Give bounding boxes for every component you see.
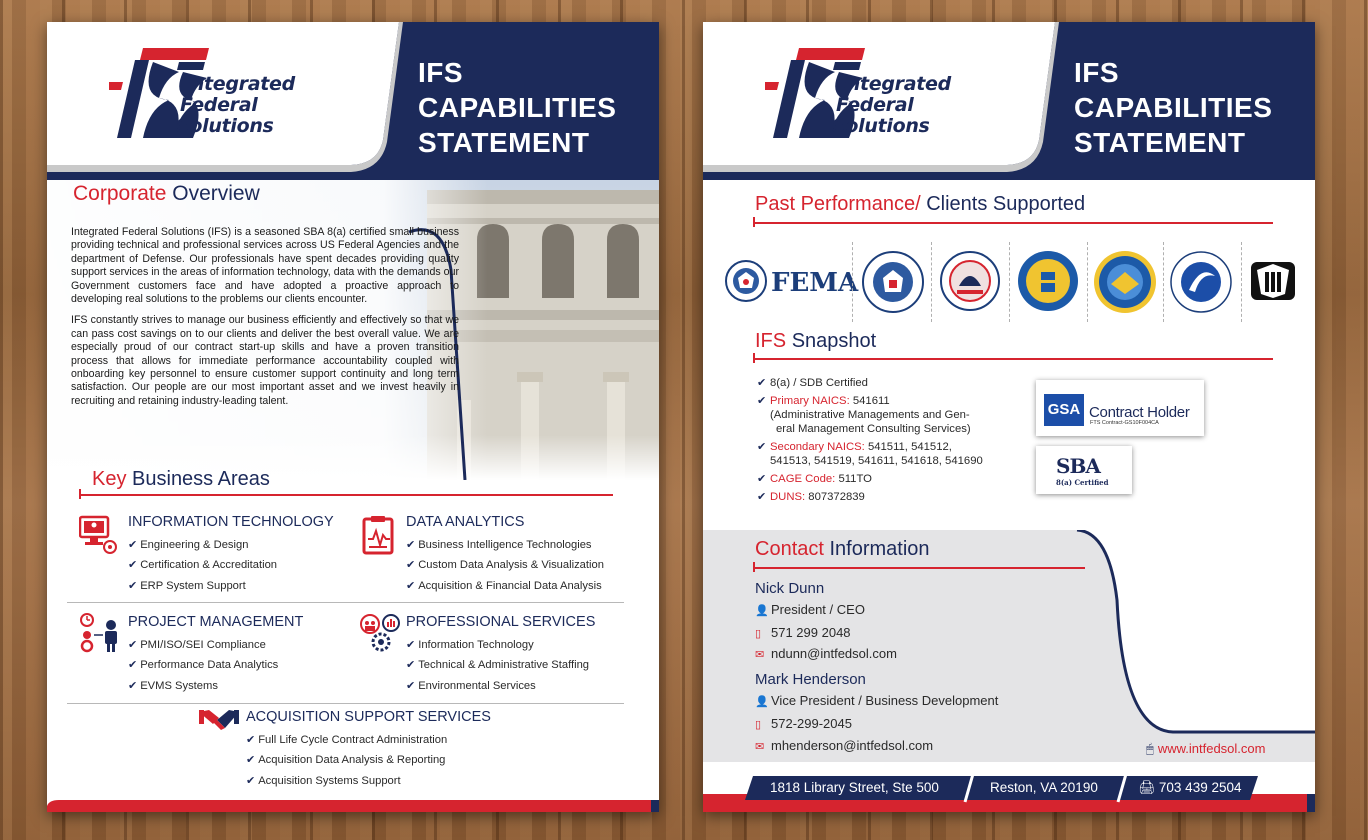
overview-paragraph-2: IFS constantly strives to manage our business efficiently and effectively so that we can pass cost savings on to our clients and deliver the best overall value. We are especially proud of our contract start-up skills and have a proven transition process that allows for immediate performance accountability coupled with onboarding key personnel to ensure customer support continuity and long term satisfaction. Our people are our most important asset and we invest heavily in recruiting and retaining industry-leading talent.	[71, 314, 459, 407]
logo-divider	[931, 242, 932, 322]
phone-icon: ▯	[755, 628, 762, 640]
heading-red-part: IFS	[755, 330, 787, 352]
overview-paragraph-1: Integrated Federal Solutions (IFS) is a seasoned SBA 8(a) certified small business providing technical and professional services across US Federal Agencies and the department of Defense. Our professionals have spent decades providing quality support services in the areas of information technology, data with the demands our Government customers face and have adopted a proactive approach to developing real solutions to the problems our clients encounter.	[71, 226, 459, 306]
document-title	[418, 55, 616, 160]
treasury-seal-icon	[1017, 250, 1079, 312]
check-icon: ✔	[128, 579, 138, 592]
fax-number	[1138, 780, 1242, 796]
business-area-it	[128, 514, 334, 596]
logo-divider	[852, 242, 853, 322]
heading-red-part: Past Performance/	[755, 193, 921, 215]
heading-navy-part: Business Areas	[132, 468, 270, 490]
area-item-text: EVMS Systems	[140, 679, 218, 692]
snapshot-value: 807372839	[805, 491, 865, 503]
website-link[interactable]: www.intfedsol.com	[1157, 741, 1266, 756]
snapshot-value: 541611	[849, 395, 890, 407]
gsa-logo: GSA	[1044, 394, 1084, 426]
company-name-line1: Integrated	[840, 73, 951, 95]
heading-navy-part: Overview	[172, 182, 260, 205]
past-performance-heading	[755, 193, 1085, 216]
irs-eagle-icon	[1249, 260, 1297, 302]
contact-name: Nick Dunn	[755, 580, 825, 597]
check-icon: ✔	[757, 395, 767, 407]
check-icon: ✔	[406, 679, 416, 692]
dhs-seal-icon	[861, 250, 925, 314]
snapshot-value-extra: (Administrative Managements and Gen-	[770, 409, 970, 421]
company-name-line1: Integrated	[184, 73, 295, 95]
dhs-seal-icon	[725, 260, 767, 302]
corporate-overview-text	[71, 226, 459, 416]
ifs-snapshot-heading	[755, 330, 876, 353]
area-item	[128, 555, 334, 575]
heading-navy-part: Information	[829, 538, 930, 560]
sba-badge	[1036, 446, 1132, 494]
dot-seal-icon	[1169, 250, 1233, 314]
key-business-areas-heading	[92, 468, 270, 491]
person-icon: 👤	[755, 696, 769, 708]
snapshot-list	[757, 376, 983, 508]
logo-divider	[1087, 242, 1088, 322]
person-icon: 👤	[755, 605, 769, 617]
area-item-text: Information Technology	[418, 639, 534, 651]
contact-name: Mark Henderson	[755, 671, 866, 688]
area-item-text: Environmental Services	[418, 679, 536, 692]
sba-logo: SBA	[1056, 454, 1100, 478]
section-divider	[79, 494, 613, 496]
title-line2: CAPABILITIES	[418, 92, 617, 123]
capabilities-page-back	[703, 22, 1315, 812]
check-icon: ✔	[128, 659, 138, 672]
snapshot-item	[757, 394, 983, 436]
logo-divider	[1241, 242, 1242, 322]
page-footer-band	[47, 798, 659, 812]
email-icon: ✉	[755, 741, 765, 753]
snapshot-label: CAGE Code:	[770, 473, 836, 485]
snapshot-value-extra: eral Management Consulting Services)	[776, 423, 971, 435]
team-gear-icon	[360, 614, 402, 659]
area-item	[406, 635, 595, 655]
fax-icon: 🖨	[1138, 780, 1156, 795]
area-item-text: Acquisition Data Analysis & Reporting	[258, 754, 446, 767]
city-state-zip: Reston, VA 20190	[990, 780, 1098, 795]
check-icon: ✔	[246, 774, 256, 787]
contact-phone	[755, 625, 851, 640]
dod-seal-icon	[1093, 250, 1157, 314]
check-icon: ✔	[128, 539, 138, 551]
handshake-icon	[199, 708, 239, 739]
area-item	[128, 676, 303, 696]
company-name	[832, 73, 951, 137]
section-divider	[753, 567, 1085, 569]
check-icon: ✔	[406, 579, 416, 592]
area-item	[128, 576, 334, 596]
client-logos	[721, 242, 1301, 322]
snapshot-item	[757, 376, 983, 390]
contact-phone	[755, 716, 852, 731]
snapshot-item	[757, 440, 983, 468]
contact-email	[755, 738, 933, 753]
check-icon: ✔	[406, 639, 416, 651]
title-line1: IFS	[418, 57, 464, 88]
area-title: ACQUISITION SUPPORT SERVICES	[246, 709, 491, 725]
area-title: PROFESSIONAL SERVICES	[406, 614, 596, 630]
snapshot-item	[757, 472, 983, 486]
company-name-line3: Solutions	[832, 115, 930, 137]
area-item	[406, 655, 595, 675]
area-item-text: Acquisition Systems Support	[258, 774, 401, 787]
business-area-project-management	[128, 614, 303, 696]
business-area-data-analytics	[406, 514, 604, 596]
company-name-line2: Federal	[836, 94, 914, 116]
sba-certified-label: 8(a) Certified	[1056, 478, 1109, 487]
company-name	[176, 73, 295, 137]
check-icon: ✔	[757, 441, 767, 453]
area-item-text: ERP System Support	[140, 579, 246, 592]
company-name-line3: Solutions	[176, 115, 274, 137]
section-divider	[753, 358, 1273, 360]
check-icon: ✔	[757, 491, 767, 503]
heading-red-part: Key	[92, 468, 127, 490]
check-icon: ✔	[406, 559, 416, 572]
check-icon: ✔	[128, 559, 138, 572]
website	[1146, 741, 1265, 757]
contact-phone-text[interactable]: 572-299-2045	[771, 716, 852, 731]
computer-icon	[79, 515, 119, 560]
business-area-acquisition-support	[246, 709, 491, 791]
snapshot-label: DUNS:	[770, 491, 806, 503]
snapshot-value: 541511, 541512,	[864, 441, 952, 453]
logo-divider	[1009, 242, 1010, 322]
area-item	[246, 771, 491, 791]
contact-role-text: President / CEO	[771, 602, 865, 617]
snapshot-label: Secondary NAICS:	[770, 441, 865, 453]
email-icon: ✉	[755, 649, 765, 661]
area-title: PROJECT MANAGEMENT	[128, 614, 304, 630]
check-icon: ✔	[406, 659, 416, 672]
check-icon: ✔	[757, 377, 767, 389]
area-item-text: Certification & Accreditation	[140, 559, 278, 572]
address-bar	[703, 768, 1315, 812]
contact-email-link[interactable]: mhenderson@intfedsol.com	[771, 738, 934, 753]
heading-navy-part: Snapshot	[791, 330, 877, 352]
check-icon: ✔	[757, 473, 767, 485]
area-item	[128, 655, 303, 675]
fax-number-text: 703 439 2504	[1158, 780, 1242, 795]
contact-role	[755, 602, 865, 617]
page-header	[47, 22, 659, 180]
snapshot-value-extra: 541513, 541519, 541611, 541618, 541690	[770, 455, 983, 467]
area-title: DATA ANALYTICS	[406, 514, 525, 530]
area-item	[406, 676, 595, 696]
check-icon: ✔	[128, 639, 138, 651]
area-item-text: Performance Data Analytics	[140, 659, 279, 672]
title-line2: CAPABILITIES	[1074, 92, 1273, 123]
area-item	[246, 750, 491, 770]
area-item-text: Custom Data Analysis & Visualization	[418, 559, 604, 572]
gsa-contract-badge	[1036, 380, 1204, 436]
area-item-text: Acquisition & Financial Data Analysis	[418, 579, 602, 592]
snapshot-value: 8(a) / SDB Certified	[770, 377, 868, 389]
manager-icon	[79, 613, 121, 658]
company-logo	[109, 38, 319, 148]
area-item-text: Engineering & Design	[140, 539, 249, 551]
business-area-professional-services	[406, 614, 595, 696]
document-title	[1074, 55, 1272, 160]
area-item	[406, 555, 604, 575]
page-header	[703, 22, 1315, 180]
capabilities-page-front	[47, 22, 659, 812]
snapshot-value: 511TO	[835, 473, 872, 485]
company-logo	[765, 38, 975, 148]
area-item-text: Full Life Cycle Contract Administration	[258, 734, 448, 746]
contact-information-heading	[755, 538, 930, 561]
divider	[67, 602, 624, 603]
contact-phone-text[interactable]: 571 299 2048	[771, 625, 851, 640]
gsa-title: Contract Holder	[1089, 404, 1190, 421]
check-icon: ✔	[406, 539, 416, 551]
corporate-overview-heading	[73, 182, 260, 206]
contact-email	[755, 646, 897, 661]
area-title: INFORMATION TECHNOLOGY	[128, 514, 334, 530]
snapshot-label: Primary NAICS:	[770, 395, 850, 407]
heading-red-part: Contact	[755, 538, 824, 560]
title-line1: IFS	[1074, 57, 1120, 88]
logo-divider	[1163, 242, 1164, 322]
heading-red-part: Corporate	[73, 182, 167, 205]
title-line3: STATEMENT	[418, 127, 590, 158]
check-icon: ✔	[128, 679, 138, 692]
phone-icon: ▯	[755, 719, 762, 731]
title-line3: STATEMENT	[1074, 127, 1246, 158]
social-security-seal-icon	[939, 250, 1001, 312]
mouse-icon: 🖱	[1146, 741, 1154, 756]
area-item	[406, 535, 604, 555]
area-item-text: PMI/ISO/SEI Compliance	[140, 639, 266, 651]
clipboard-chart-icon	[362, 515, 396, 560]
company-name-line2: Federal	[180, 94, 258, 116]
section-divider	[753, 222, 1273, 224]
contact-email-link[interactable]: ndunn@intfedsol.com	[771, 646, 897, 661]
gsa-contract-number: FTS Contract-GS10F004CA	[1090, 420, 1159, 426]
area-item	[128, 535, 334, 555]
divider	[67, 703, 624, 704]
fema-logo: FEMA	[771, 268, 859, 298]
check-icon: ✔	[246, 734, 256, 746]
contact-role	[755, 693, 998, 708]
area-item	[128, 635, 303, 655]
area-item	[246, 730, 491, 750]
heading-navy-part: Clients Supported	[926, 193, 1086, 215]
area-item-text: Business Intelligence Technologies	[418, 539, 592, 551]
area-item-text: Technical & Administrative Staffing	[418, 659, 590, 672]
contact-role-text: Vice President / Business Development	[771, 693, 999, 708]
check-icon: ✔	[246, 754, 256, 767]
snapshot-item	[757, 490, 983, 504]
street-address: 1818 Library Street, Ste 500	[770, 780, 939, 795]
area-item	[406, 576, 604, 596]
